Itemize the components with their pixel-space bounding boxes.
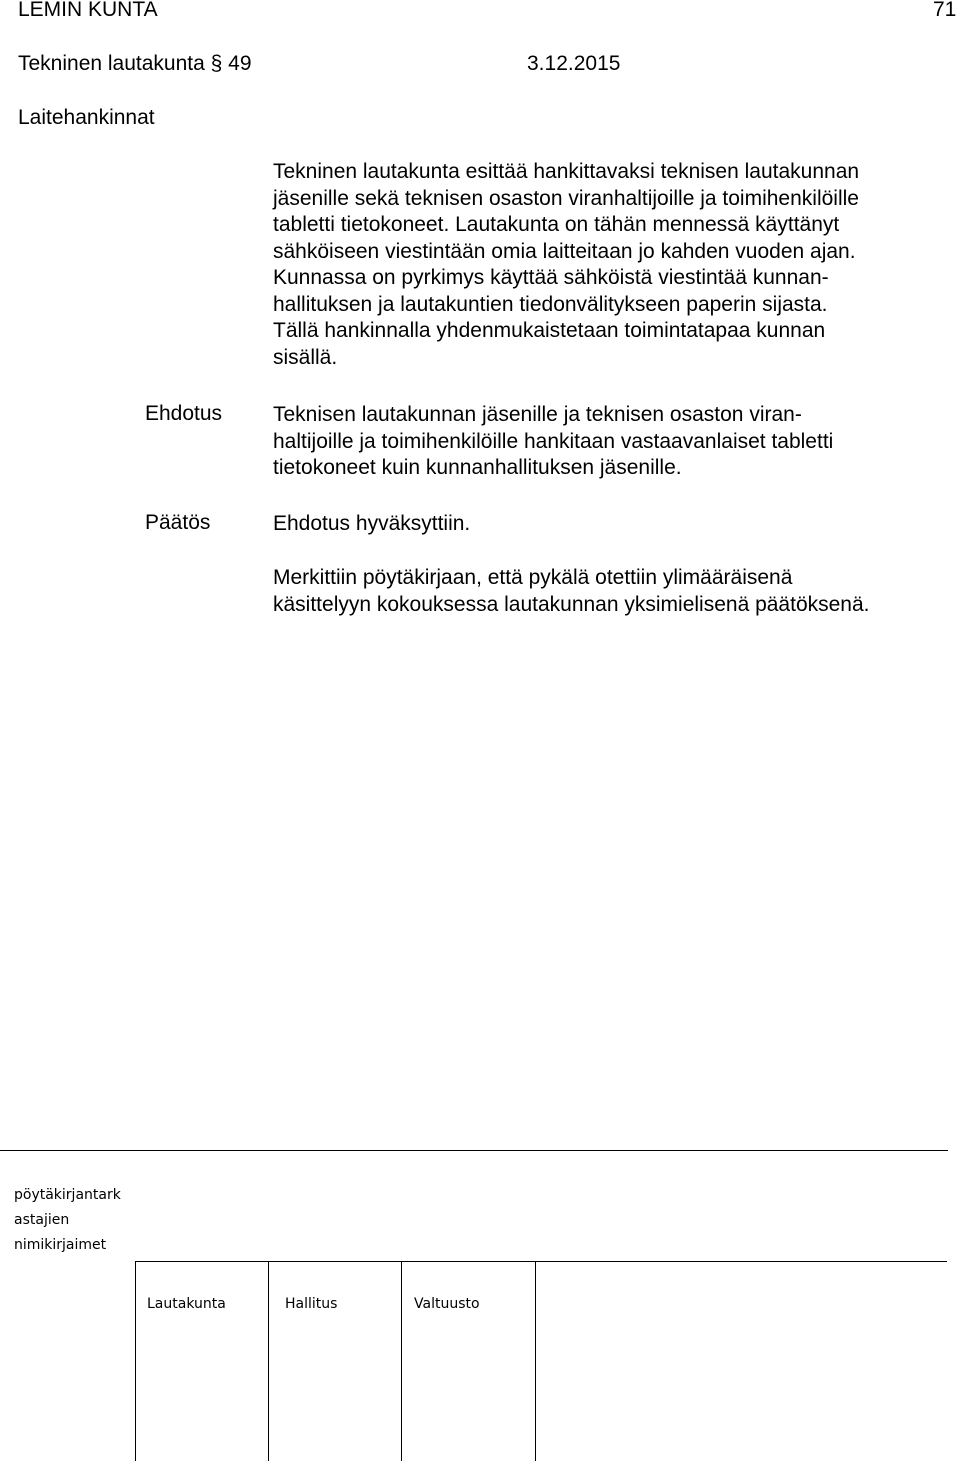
signature-label-line: astajien [14, 1212, 70, 1228]
column-valtuusto: Valtuusto [414, 1296, 480, 1312]
proposal-paragraph [273, 402, 953, 482]
column-lautakunta: Lautakunta [147, 1296, 226, 1312]
intro-paragraph [273, 159, 953, 371]
signature-label-line: pöytäkirjantark [14, 1187, 121, 1203]
intro-line: hallituksen ja lautakuntien tiedonvälitykseen paperin sijasta. [273, 292, 828, 316]
note-line: käsittelyyn kokouksessa lautakunnan yksimielisenä päätöksenä. [273, 592, 870, 616]
section-title: Laitehankinnat [18, 106, 155, 129]
intro-line: Kunnassa on pyrkimys käyttää sähköistä viestintää kunnan- [273, 266, 829, 289]
page-number: 71 [933, 0, 957, 21]
column-hallitus: Hallitus [285, 1296, 338, 1312]
intro-line: sisällä. [273, 345, 338, 369]
intro-line: Tekninen lautakunta esittää hankittavaksi teknisen lautakunnan [273, 160, 860, 183]
decision-label: Päätös [145, 511, 211, 534]
intro-line: jäsenille sekä teknisen osaston viranhaltijoille ja toimihenkilöille [273, 186, 859, 210]
proposal-line: Teknisen lautakunnan jäsenille ja teknisen osaston viran- [273, 403, 802, 426]
proposal-line: tietokoneet kuin kunnanhallituksen jäsenille. [273, 456, 682, 479]
footer-divider [0, 1150, 948, 1151]
proposal-label: Ehdotus [145, 402, 223, 425]
minutes-note [273, 565, 953, 618]
signature-label [14, 1183, 121, 1258]
proposal-line: haltijoille ja toimihenkilöille hankitaan vastaavanlaiset tabletti [273, 429, 834, 453]
note-line: Merkittiin pöytäkirjaan, että pykälä otettiin ylimääräisenä [273, 566, 793, 589]
municipality-name: LEMIN KUNTA [18, 0, 158, 21]
decision-text [273, 511, 953, 538]
signature-table-divider [535, 1261, 536, 1461]
meeting-date: 3.12.2015 [527, 52, 621, 75]
signature-table-divider [268, 1261, 269, 1461]
decision-line: Ehdotus hyväksyttiin. [273, 512, 471, 535]
intro-line: Tällä hankinnalla yhdenmukaistetaan toimintatapaa kunnan [273, 319, 826, 342]
signature-table-divider [401, 1261, 402, 1461]
meeting-section: Tekninen lautakunta § 49 [18, 52, 252, 75]
intro-line: sähköiseen viestintään omia laitteitaan jo kahden vuoden ajan. [273, 239, 856, 263]
signature-label-line: nimikirjaimet [14, 1237, 107, 1253]
intro-line: tabletti tietokoneet. Lautakunta on tähän mennessä käyttänyt [273, 213, 840, 236]
signature-table-divider [135, 1261, 136, 1461]
signature-table-top-border [135, 1261, 947, 1262]
